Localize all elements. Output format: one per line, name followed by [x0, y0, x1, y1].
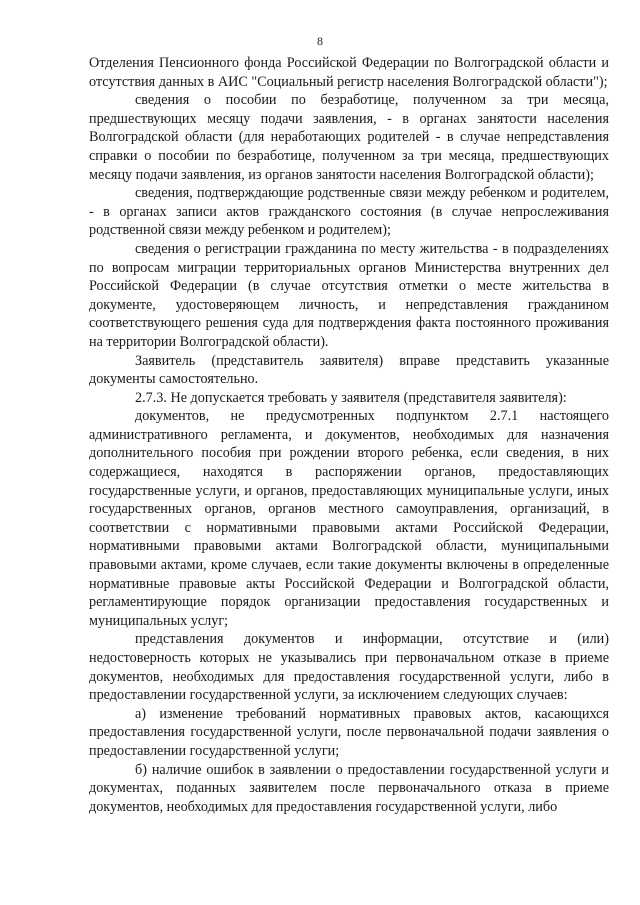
page-number: 8 — [317, 34, 323, 48]
paragraph: представления документов и информации, отсутствие и (или) недостоверность которых не указывались при первоначальном отказе в приеме документов, необходимых для предоставления государственной услуги, либо в предоставлении государственной услуги, за исключением следующих случаев: — [89, 631, 609, 704]
paragraph: 2.7.3. Не допускается требовать у заявителя (представителя заявителя): — [135, 389, 567, 406]
paragraph: Заявитель (представитель заявителя) вправе представить указанные документы самостоятельно. — [89, 352, 609, 388]
paragraph: а) изменение требований нормативных правовых актов, касающихся предоставления государственной услуги, после первоначальной подачи заявления о предоставлении государственной услуги; — [89, 705, 609, 759]
document-body — [89, 54, 609, 816]
paragraph: документов, не предусмотренных подпунктом 2.7.1 настоящего административного регламента, и документов, необходимых для назначения дополнительного пособия при рождении второго ребенка, если сведения, в них содержащиеся, находятся в распоряжении органов, предоставляющих государственные услуги, и органов, предоставляющих муниципальные услуги, иных государственных органов, органов местного самоуправления, организаций, в соответствии с нормативными правовыми актами Российской Федерации, нормативными правовыми актами Волгоградской области, муниципальными правовыми актами, кроме случаев, если такие документы включены в определенные нормативные правовые акты Российской Федерации и Волгоградской области, регламентирующие порядок организации предоставления государственных и муниципальных услуг; — [89, 408, 609, 629]
paragraph: Отделения Пенсионного фонда Российской Федерации по Волгоградской области и отсутствия данных в АИС "Социальный регистр населения Волгоградской области"); — [89, 55, 609, 90]
paragraph: б) наличие ошибок в заявлении о предоставлении государственной услуги и документах, поданных заявителем после первоначального отказа в приеме документов, необходимых для предоставления государственной услуги, либо — [89, 761, 609, 815]
paragraph: сведения о регистрации гражданина по месту жительства - в подразделениях по вопросам миграции территориальных органов Министерства внутренних дел Российской Федерации (в случае отсутствия отметки о месте жительства в документе, удостоверяющем личность, и непредставления гражданином соответствующего решения суда для подтверждения факта постоянного проживания на территории Волгоградской области). — [89, 240, 609, 350]
paragraph: сведения о пособии по безработице, полученном за три месяца, предшествующих месяцу подачи заявления, - в органах занятости населения Волгоградской области (для неработающих родителей - в случае непредставления справки о пособии по безработице, полученном за три месяца, предшествующих месяцу подачи заявления, из органов занятости населения Волгоградской области); — [89, 92, 609, 183]
paragraph: сведения, подтверждающие родственные связи между ребенком и родителем, - в органах записи актов гражданского состояния (в случае непрослеживания родственной связи между ребенком и родителем); — [89, 185, 609, 239]
